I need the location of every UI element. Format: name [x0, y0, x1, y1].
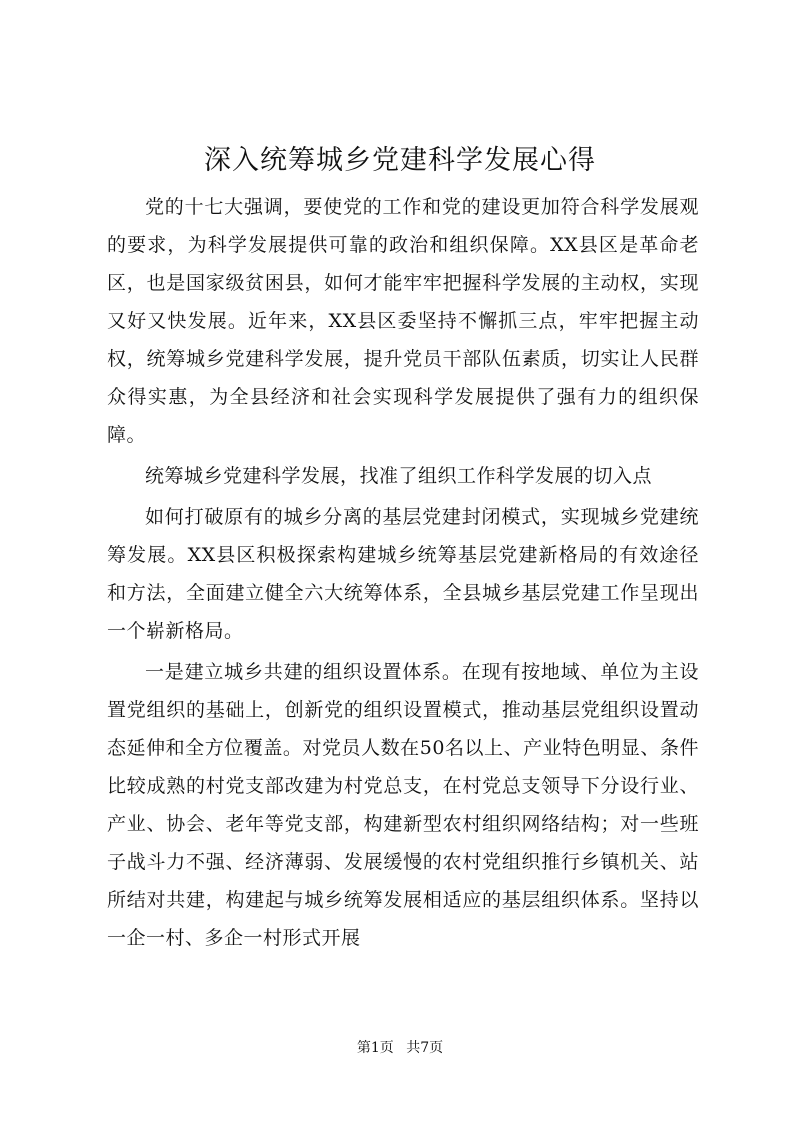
page-number: 第1页: [356, 1040, 394, 1056]
paragraph-heading-1: 统筹城乡党建科学发展，找准了组织工作科学发展的切入点: [145, 465, 653, 487]
document-body: [107, 188, 699, 957]
page-footer: [0, 1038, 800, 1058]
paragraph-2: 如何打破原有的城乡分离的基层党建封闭模式，实现城乡党建统筹发展。XX县区积极探索构建城乡统筹基层党建新格局的有效途径和方法，全面建立健全六大统筹体系，全县城乡基层党建工作呈现出一个崭新格局。: [107, 506, 699, 642]
paragraph-intro: 党的十七大强调，要使党的工作和党的建设更加符合科学发展观的要求，为科学发展提供可靠的政治和组织保障。XX县区是革命老区，也是国家级贫困县，如何才能牢牢把握科学发展的主动权，实现又好又快发展。近年来，XX县区委坚持不懈抓三点，牢牢把握主动权，统筹城乡党建科学发展，提升党员干部队伍素质，切实让人民群众得实惠，为全县经济和社会实现科学发展提供了强有力的组织保障。: [107, 196, 699, 446]
page-title: 深入统筹城乡党建科学发展心得: [204, 145, 596, 176]
paragraph-3: 一是建立城乡共建的组织设置体系。在现有按地域、单位为主设置党组织的基础上，创新党的组织设置模式，推动基层党组织设置动态延伸和全方位覆盖。对党员人数在50名以上、产业特色明显、条件比较成熟的村党支部改建为村党总支，在村党总支领导下分设行业、产业、协会、老年等党支部，构建新型农村组织网络结构；对一些班子战斗力不强、经济薄弱、发展缓慢的农村党组织推行乡镇机关、站所结对共建，构建起与城乡统筹发展相适应的基层组织体系。坚持以一企一村、多企一村形式开展: [107, 661, 699, 949]
page-total: 共7页: [406, 1040, 444, 1056]
